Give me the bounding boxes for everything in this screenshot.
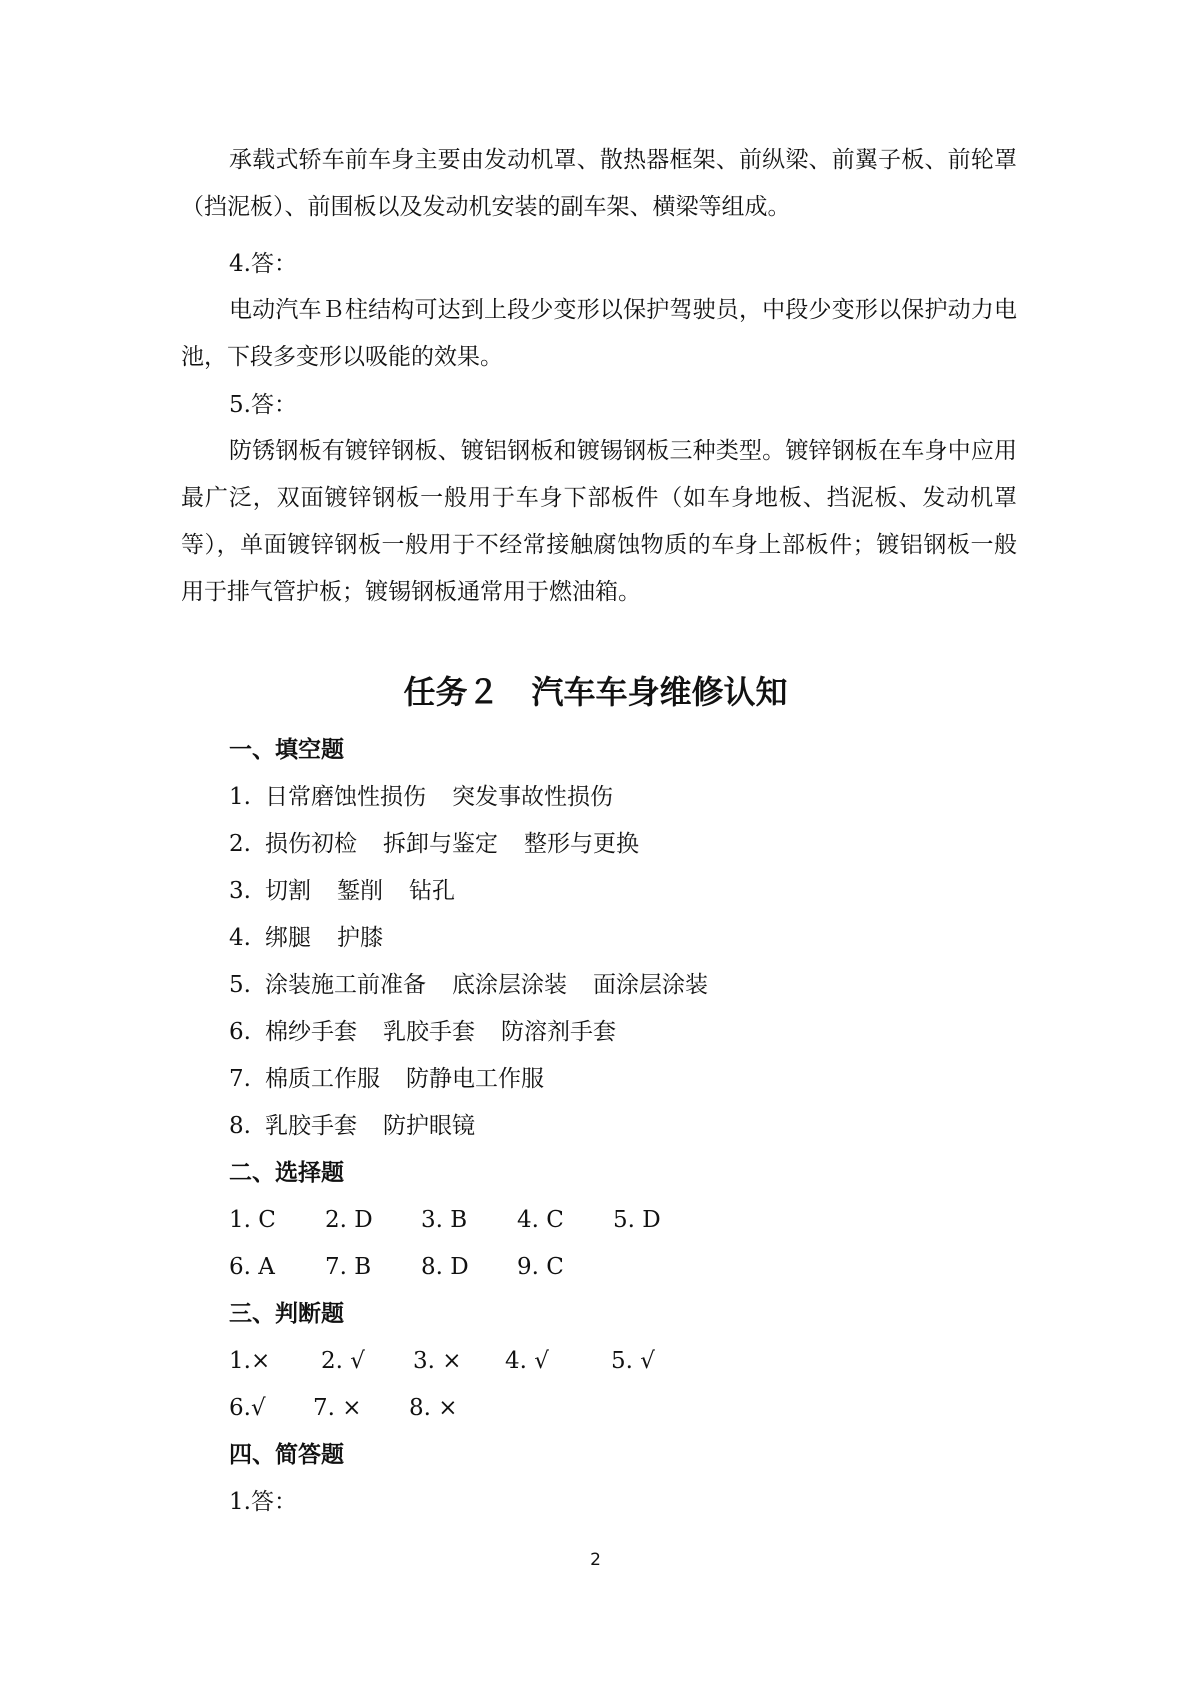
section-heading-choice: 二、选择题 — [229, 1160, 344, 1186]
section-heading-short-answer: 四、简答题 — [229, 1442, 344, 1468]
section-heading-judge: 三、判断题 — [229, 1301, 344, 1327]
q4-answer-paragraph: 电动汽车Ｂ柱结构可达到上段少变形以保护驾驶员，中段少变形以保护动力电池，下段多变形以吸能的效果。 — [181, 297, 1017, 370]
answer-text: 钻孔 — [409, 878, 455, 904]
task-title: 任务２ 汽车车身维修认知 — [403, 673, 788, 711]
item-number: 3. — [229, 878, 251, 904]
judge-answers-row — [229, 1346, 655, 1376]
answer-text: 乳胶手套 — [383, 1019, 475, 1045]
judge-answer: 4. √ — [505, 1348, 549, 1374]
choice-answer: 1. C — [229, 1207, 276, 1233]
judge-answers-row — [229, 1393, 458, 1423]
judge-answer: 7. × — [313, 1395, 362, 1421]
item-number: 5. — [229, 972, 251, 998]
short-answer-label: 1.答： — [229, 1489, 297, 1515]
page-number: 2 — [590, 1550, 601, 1570]
item-number: 1. — [229, 784, 251, 810]
answer-text: 防静电工作服 — [406, 1066, 544, 1092]
answer-text: 涂装施工前准备 — [265, 972, 426, 998]
fill-blank-item — [229, 923, 409, 953]
fill-blank-item — [229, 782, 639, 812]
answer-text: 拆卸与鉴定 — [383, 831, 498, 857]
answer-text: 突发事故性损伤 — [452, 784, 613, 810]
answer-text: 底涂层涂装 — [452, 972, 567, 998]
answer-text: 面涂层涂装 — [593, 972, 708, 998]
choice-answer: 2. D — [325, 1207, 373, 1233]
q5-answer-label: 5.答： — [229, 392, 297, 418]
choice-answer: 4. C — [517, 1207, 564, 1233]
judge-answer: 2. √ — [321, 1348, 365, 1374]
choice-answer: 5. D — [613, 1207, 661, 1233]
choice-answer: 6. A — [229, 1254, 275, 1280]
item-number: 4. — [229, 925, 251, 951]
fill-blank-item — [229, 876, 481, 906]
fill-blank-item — [229, 1017, 642, 1047]
answer-text: 防溶剂手套 — [501, 1019, 616, 1045]
answer-text: 损伤初检 — [265, 831, 357, 857]
fill-blank-item — [229, 1064, 570, 1094]
fill-blank-item — [229, 1111, 501, 1141]
section-heading-fill-blank: 一、填空题 — [229, 737, 344, 763]
choice-answers-row — [229, 1205, 661, 1235]
judge-answer: 8. × — [409, 1395, 458, 1421]
answer-text: 乳胶手套 — [265, 1113, 357, 1139]
judge-answer: 6.√ — [229, 1395, 266, 1421]
item-number: 6. — [229, 1019, 251, 1045]
q4-answer-label: 4.答： — [229, 251, 297, 277]
answer-text: 护膝 — [337, 925, 383, 951]
q5-answer-paragraph: 防锈钢板有镀锌钢板、镀铝钢板和镀锡钢板三种类型。镀锌钢板在车身中应用最广泛，双面镀锌钢板一般用于车身下部板件（如车身地板、挡泥板、发动机罩等），单面镀锌钢板一般用于不经常接触腐蚀物质的车身上部板件；镀铝钢板一般用于排气管护板；镀锡钢板通常用于燃油箱。 — [181, 438, 1017, 605]
answer-text: 棉纱手套 — [265, 1019, 357, 1045]
item-number: 7. — [229, 1066, 251, 1092]
judge-answer: 1.× — [229, 1348, 271, 1374]
judge-answer: 5. √ — [611, 1348, 655, 1374]
intro-paragraph: 承载式轿车前车身主要由发动机罩、散热器框架、前纵梁、前翼子板、前轮罩（挡泥板）、前围板以及发动机安装的副车架、横梁等组成。 — [181, 147, 1017, 220]
item-number: 2. — [229, 831, 251, 857]
choice-answer: 8. D — [421, 1254, 469, 1280]
choice-answer: 9. C — [517, 1254, 564, 1280]
answer-text: 切割 — [265, 878, 311, 904]
answer-text: 錾削 — [337, 878, 383, 904]
choice-answer: 7. B — [325, 1254, 372, 1280]
answer-text: 防护眼镜 — [383, 1113, 475, 1139]
answer-text: 日常磨蚀性损伤 — [265, 784, 426, 810]
choice-answers-row — [229, 1252, 564, 1282]
judge-answer: 3. × — [413, 1348, 462, 1374]
answer-text: 整形与更换 — [524, 831, 639, 857]
answer-text: 棉质工作服 — [265, 1066, 380, 1092]
choice-answer: 3. B — [421, 1207, 468, 1233]
item-number: 8. — [229, 1113, 251, 1139]
fill-blank-item — [229, 829, 665, 859]
answer-text: 绑腿 — [265, 925, 311, 951]
fill-blank-item — [229, 970, 734, 1000]
